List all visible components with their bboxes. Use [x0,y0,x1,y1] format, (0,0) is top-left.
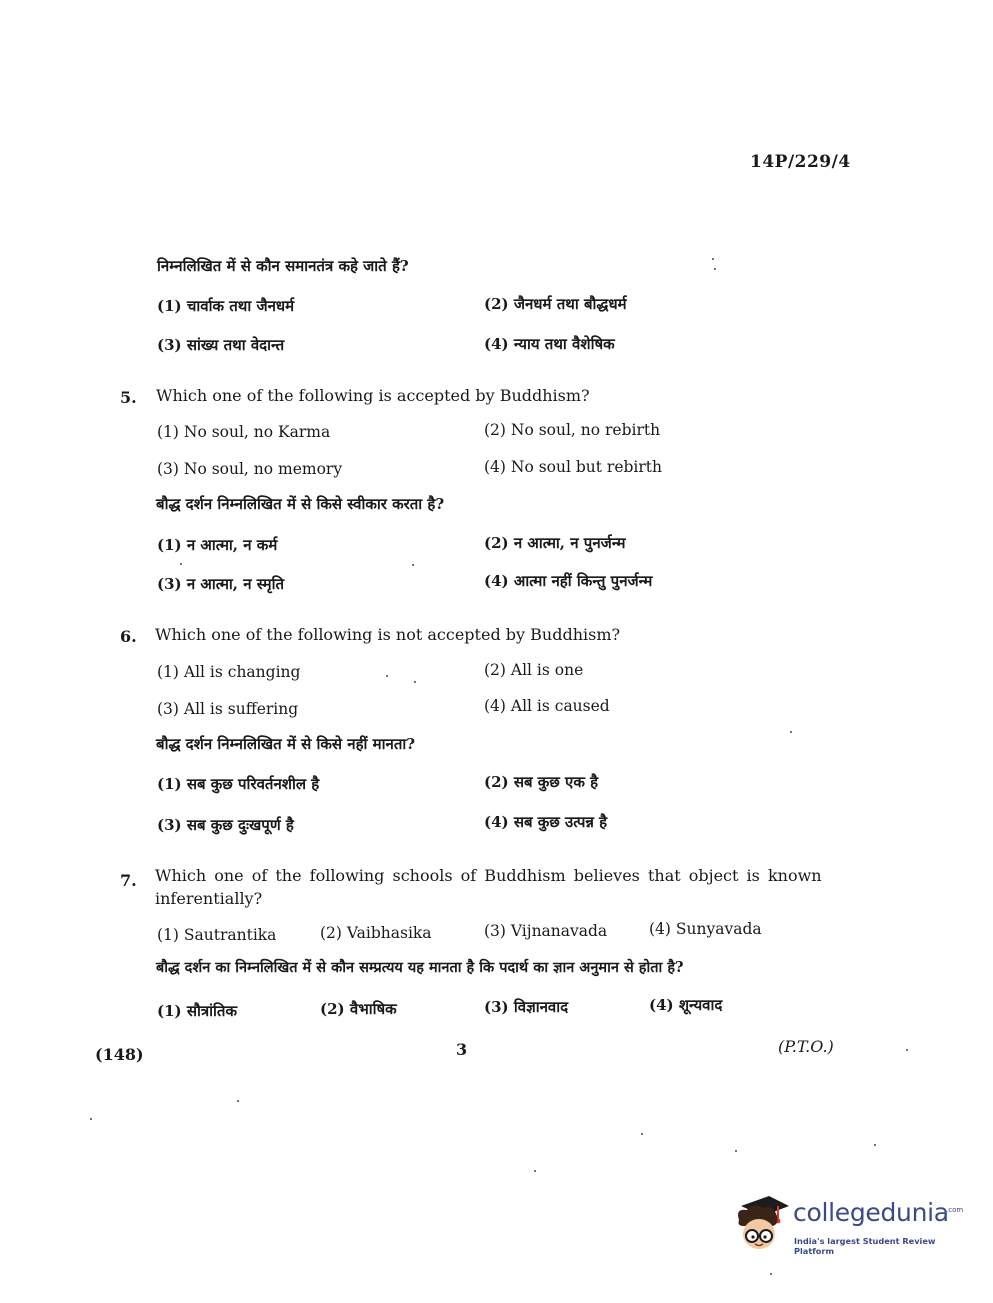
q4-hindi-option-3: (3) सांख्य तथा वेदान्त [157,336,285,354]
q6-hindi-question: बौद्ध दर्शन निम्नलिखित में से किसे नहीं मानता? [156,735,416,753]
collegedunia-logo[interactable] [733,1192,963,1262]
q5-option-2: (2) No soul, no rebirth [484,421,661,439]
q5-option-1: (1) No soul, no Karma [157,423,331,441]
q5-option-3: (3) No soul, no memory [157,460,343,478]
student-mascot-icon [733,1192,793,1258]
q7-hindi-option-1: (1) सौत्रांतिक [157,1002,237,1020]
q7-question-line1: Which one of the following schools of Buddhism believes that object is known [155,866,822,885]
q7-number: 7. [120,871,137,890]
q6-number: 6. [120,627,137,646]
q4-hindi-option-1: (1) चार्वाक तथा जैनधर्म [157,297,295,315]
q7-hindi-question: बौद्ध दर्शन का निम्नलिखित में से कौन सम्प्रत्यय यह मानता है कि पदार्थ का ज्ञान अनुमान से होता है? [156,959,684,976]
set-code: (148) [95,1045,144,1064]
q7-option-3: (3) Vijnanavada [484,922,608,940]
logo-tagline: India's largest Student Review Platform [794,1236,936,1256]
q5-hindi-option-2: (2) न आत्मा, न पुनर्जन्म [484,534,626,552]
q7-hindi-option-3: (3) विज्ञानवाद [484,998,569,1016]
q6-option-1: (1) All is changing [157,663,301,681]
pto-label: (P.T.O.) [778,1037,834,1056]
q6-option-4: (4) All is caused [484,697,610,715]
q4-hindi-option-2: (2) जैनधर्म तथा बौद्धधर्म [484,295,627,313]
q5-hindi-question: बौद्ध दर्शन निम्नलिखित में से किसे स्वीकार करता है? [156,495,445,513]
q5-option-4: (4) No soul but rebirth [484,458,663,476]
q5-question: Which one of the following is accepted by Buddhism? [156,386,590,405]
q6-hindi-option-3: (3) सब कुछ दुःखपूर्ण है [157,816,294,834]
q4-hindi-option-4: (4) न्याय तथा वैशेषिक [484,335,615,353]
q6-option-3: (3) All is suffering [157,700,299,718]
q4-hindi-question: निम्नलिखित में से कौन समानतंत्र कहे जाते हैं? [157,257,409,275]
logo-domain-suffix: .com [946,1206,964,1214]
q6-hindi-option-1: (1) सब कुछ परिवर्तनशील है [157,775,320,793]
q7-option-2: (2) Vaibhasika [320,924,432,942]
q7-option-4: (4) Sunyavada [649,920,762,938]
q7-question-line2: inferentially? [155,889,263,908]
page-number: 3 [456,1040,468,1059]
q7-hindi-option-4: (4) शून्यवाद [649,996,723,1014]
q7-option-1: (1) Sautrantika [157,926,277,944]
q6-option-2: (2) All is one [484,661,584,679]
paper-code: 14P/229/4 [750,152,851,172]
logo-wordmark: collegedunia [793,1198,949,1227]
q6-hindi-option-2: (2) सब कुछ एक है [484,773,599,791]
q6-hindi-option-4: (4) सब कुछ उत्पन्न है [484,813,608,831]
q7-hindi-option-2: (2) वैभाषिक [320,1000,397,1018]
q5-hindi-option-3: (3) न आत्मा, न स्मृति [157,575,285,593]
q5-number: 5. [120,388,137,407]
q6-question: Which one of the following is not accepted by Buddhism? [155,625,621,644]
q5-hindi-option-4: (4) आत्मा नहीं किन्तु पुनर्जन्म [484,572,653,590]
q5-hindi-option-1: (1) न आत्मा, न कर्म [157,536,278,554]
